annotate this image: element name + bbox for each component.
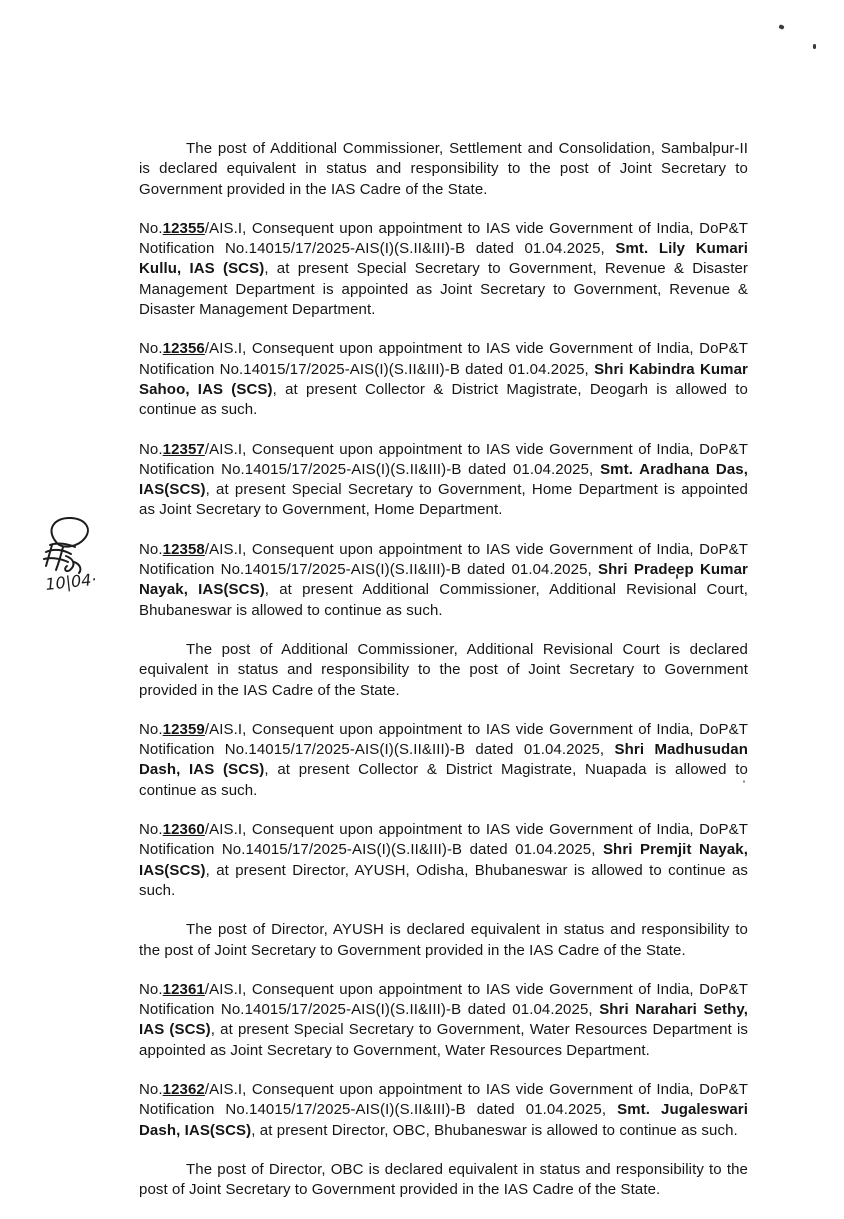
officer-name: Smt. Lily Kumari Kullu, IAS (SCS) (139, 240, 748, 278)
text-run: No. (139, 440, 163, 458)
text-run: , at present Collector & District Magistrate, Nuapada is allowed to continue as such. (139, 761, 748, 799)
paragraph-12355 (139, 219, 748, 320)
officer-name: Shri Kabindra Kumar Sahoo, IAS (SCS) (139, 360, 748, 398)
paragraph-12358 (139, 540, 748, 621)
handwritten-signature (30, 512, 130, 612)
paragraph-12359 (139, 720, 748, 801)
text-run: /AIS.I, Consequent upon appointment to IAS vide Government of India, DoP&T Notification No.14015/17/2025-AIS(I)(S.II&III)-B dated 01.04.2025, (139, 440, 748, 478)
scan-speck (778, 24, 784, 30)
signature-icon (30, 512, 130, 612)
text-run: /AIS.I, Consequent upon appointment to IAS vide Government of India, DoP&T Notification No.14015/17/2025-AIS(I)(S.II&III)-B dated 01.04.2025, (139, 821, 748, 859)
text-run: /AIS.I, Consequent upon appointment to IAS vide Government of India, DoP&T Notification No.14015/17/2025-AIS(I)(S.II&III)-B dated 01.04.2025, (139, 720, 748, 759)
officer-name: Shri Pradeep Kumar Nayak, IAS(SCS) (139, 561, 748, 599)
text-run: The post of Director, AYUSH is declared equivalent in status and responsibility to the post of Joint Secretary to Government provided in the IAS Cadre of the State. (139, 921, 748, 959)
text-run: , at present Collector & District Magistrate, Deogarh is allowed to continue as such. (139, 380, 748, 419)
officer-name: Shri Narahari Sethy, IAS (SCS) (139, 1001, 748, 1039)
paragraph-12356 (139, 339, 748, 420)
signature-date: 10|04· (44, 569, 98, 594)
text-run: No. (139, 821, 163, 839)
paragraph-equivalence-ayush (139, 920, 748, 961)
text-run: The post of Additional Commissioner, Settlement and Consolidation, Sambalpur-II is declared equivalent in status and responsibility to the post of Joint Secretary to Government provided in the IAS Cadre of the State. (139, 140, 748, 198)
text-run: The post of Director, OBC is declared equivalent in status and responsibility to the post of Joint Secretary to Government provided in the IAS Cadre of the State. (139, 1160, 748, 1199)
case-number: 12362 (162, 1080, 205, 1098)
text-run: , at present Director, OBC, Bhubaneswar is allowed to continue as such. (251, 1121, 738, 1139)
case-number: 12361 (162, 980, 205, 998)
paragraph-12361 (139, 980, 748, 1061)
officer-name: Shri Premjit Nayak, IAS(SCS) (139, 841, 748, 879)
case-number: 12360 (162, 821, 205, 839)
officer-name: Smt. Jugaleswari Dash, IAS(SCS) (139, 1101, 748, 1139)
paragraph-12362 (139, 1080, 748, 1141)
text-run: No. (139, 340, 163, 358)
text-run: , at present Director, AYUSH, Odisha, Bhubaneswar is allowed to continue as such. (139, 861, 748, 899)
paragraph-equivalence-sambalpur (139, 139, 748, 200)
text-run: /AIS.I, Consequent upon appointment to IAS vide Government of India, DoP&T Notification No.14015/17/2025-AIS(I)(S.II&III)-B dated 01.04.2025, (139, 540, 748, 579)
case-number: 12356 (162, 340, 205, 358)
text-run: , at present Special Secretary to Government, Water Resources Department is appointed as Joint Secretary to Government, Water Resources Department. (139, 1021, 748, 1059)
text-run: No. (139, 720, 163, 738)
text-run: No. (139, 540, 163, 558)
text-run: /AIS.I, Consequent upon appointment to IAS vide Government of India, DoP&T Notification No.14015/17/2025-AIS(I)(S.II&III)-B dated 01.04.2025, (139, 219, 748, 258)
text-run: , at present Special Secretary to Government, Home Department is appointed as Joint Secretary to Government, Home Department. (139, 481, 748, 519)
scan-speck (813, 44, 816, 49)
text-run: , at present Additional Commissioner, Additional Revisional Court, Bhubaneswar is allowed to continue as such. (139, 581, 749, 619)
paragraph-12360 (139, 820, 748, 901)
officer-name: Smt. Aradhana Das, IAS(SCS) (139, 460, 748, 499)
text-run: The post of Additional Commissioner, Additional Revisional Court is declared equivalent in status and responsibility to the post of Joint Secretary to Government provided in the IAS Cadre of the State. (139, 640, 748, 699)
text-run: No. (139, 980, 163, 998)
text-run: , at present Special Secretary to Government, Revenue & Disaster Management Department is appointed as Joint Secretary to Government, Revenue & Disaster Management Department. (139, 260, 749, 319)
text-run: /AIS.I, Consequent upon appointment to IAS vide Government of India, DoP&T Notification No.14015/17/2025-AIS(I)(S.II&III)-B dated 01.04.2025, (139, 340, 748, 378)
case-number: 12359 (162, 720, 205, 738)
text-run: /AIS.I, Consequent upon appointment to IAS vide Government of India, DoP&T Notification No.14015/17/2025-AIS(I)(S.II&III)-B dated 01.04.2025, (139, 1080, 748, 1119)
paragraph-equivalence-obc (139, 1160, 748, 1201)
text-run: No. (139, 219, 163, 237)
paragraph-12357 (139, 440, 748, 521)
officer-name: Shri Madhusudan Dash, IAS (SCS) (139, 741, 748, 779)
text-run: No. (139, 1080, 163, 1098)
document-body (139, 139, 748, 1219)
text-run: /AIS.I, Consequent upon appointment to IAS vide Government of India, DoP&T Notification No.14015/17/2025-AIS(I)(S.II&III)-B dated 01.04.2025, (139, 980, 748, 1019)
paragraph-equivalence-revisional-court (139, 640, 748, 701)
case-number: 12357 (162, 440, 205, 458)
case-number: 12355 (162, 219, 205, 237)
case-number: 12358 (162, 540, 205, 558)
